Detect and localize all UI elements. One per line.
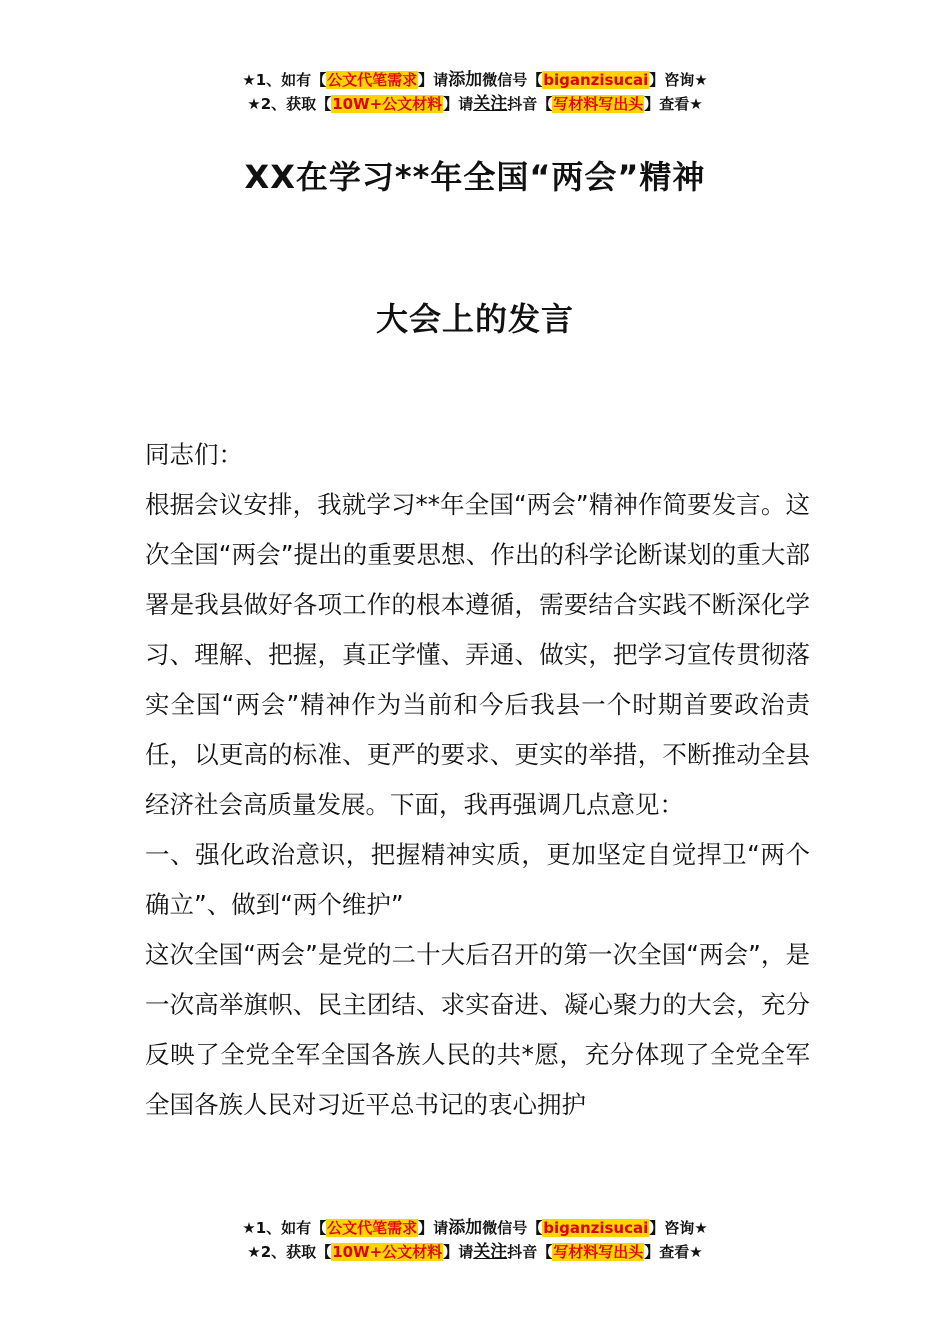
- paragraph: 根据会议安排，我就学习**年全国“两会”精神作简要发言。这次全国“两会”提出的重要思想、作出的科学论断谋划的重大部署是我县做好各项工作的根本遵循，需要结合实践不断深化学习、理解、把握，真正学懂、弄通、做实，把学习宣传贯彻落实全国“两会”精神作为当前和今后我县一个时期首要政治责任，以更高的标准、更严的要求、更实的举措，不断推动全县经济社会高质量发展。下面，我再强调几点意见：: [145, 490, 810, 819]
- promo-highlight: 公文代笔需求: [327, 1219, 418, 1237]
- promo-banner-top: [0, 68, 950, 116]
- promo-highlight: 10W+公文材料: [332, 1243, 443, 1261]
- promo-douyin-id: 写材料写出头: [553, 1243, 644, 1261]
- promo-wechat-id: biganzisucai: [543, 1219, 649, 1237]
- promo-douyin-id: 写材料写出头: [553, 95, 644, 113]
- promo-line-1: ★1、如有【公文代笔需求】请添加微信号【biganzisucai】咨询★: [242, 70, 708, 90]
- document-title-line-2: 大会上的发言: [375, 300, 574, 338]
- promo-wechat-id: biganzisucai: [543, 71, 649, 89]
- section-heading: 一、强化政治意识，把握精神实质，更加坚定自觉捍卫“两个确立”、做到“两个维护”: [145, 840, 810, 919]
- promo-highlight: 10W+公文材料: [332, 95, 443, 113]
- promo-line-1: ★1、如有【公文代笔需求】请添加微信号【biganzisucai】咨询★: [242, 1218, 708, 1238]
- promo-banner-bottom: [0, 1216, 950, 1264]
- promo-highlight: 公文代笔需求: [327, 71, 418, 89]
- document-body: [145, 430, 810, 1130]
- salutation: 同志们：: [145, 440, 243, 469]
- paragraph: 这次全国“两会”是党的二十大后召开的第一次全国“两会”，是一次高举旗帜、民主团结、求实奋进、凝心聚力的大会，充分反映了全党全军全国各族人民的共*愿，充分体现了全党全军全国各族人民对习近平总书记的衷心拥护: [145, 940, 810, 1119]
- promo-line-2: ★2、获取【10W+公文材料】请关注抖音【写材料写出头】查看★: [247, 1242, 703, 1262]
- document-title-line-1: XX在学习**年全国“两会”精神: [244, 158, 706, 196]
- promo-line-2: ★2、获取【10W+公文材料】请关注抖音【写材料写出头】查看★: [247, 94, 703, 114]
